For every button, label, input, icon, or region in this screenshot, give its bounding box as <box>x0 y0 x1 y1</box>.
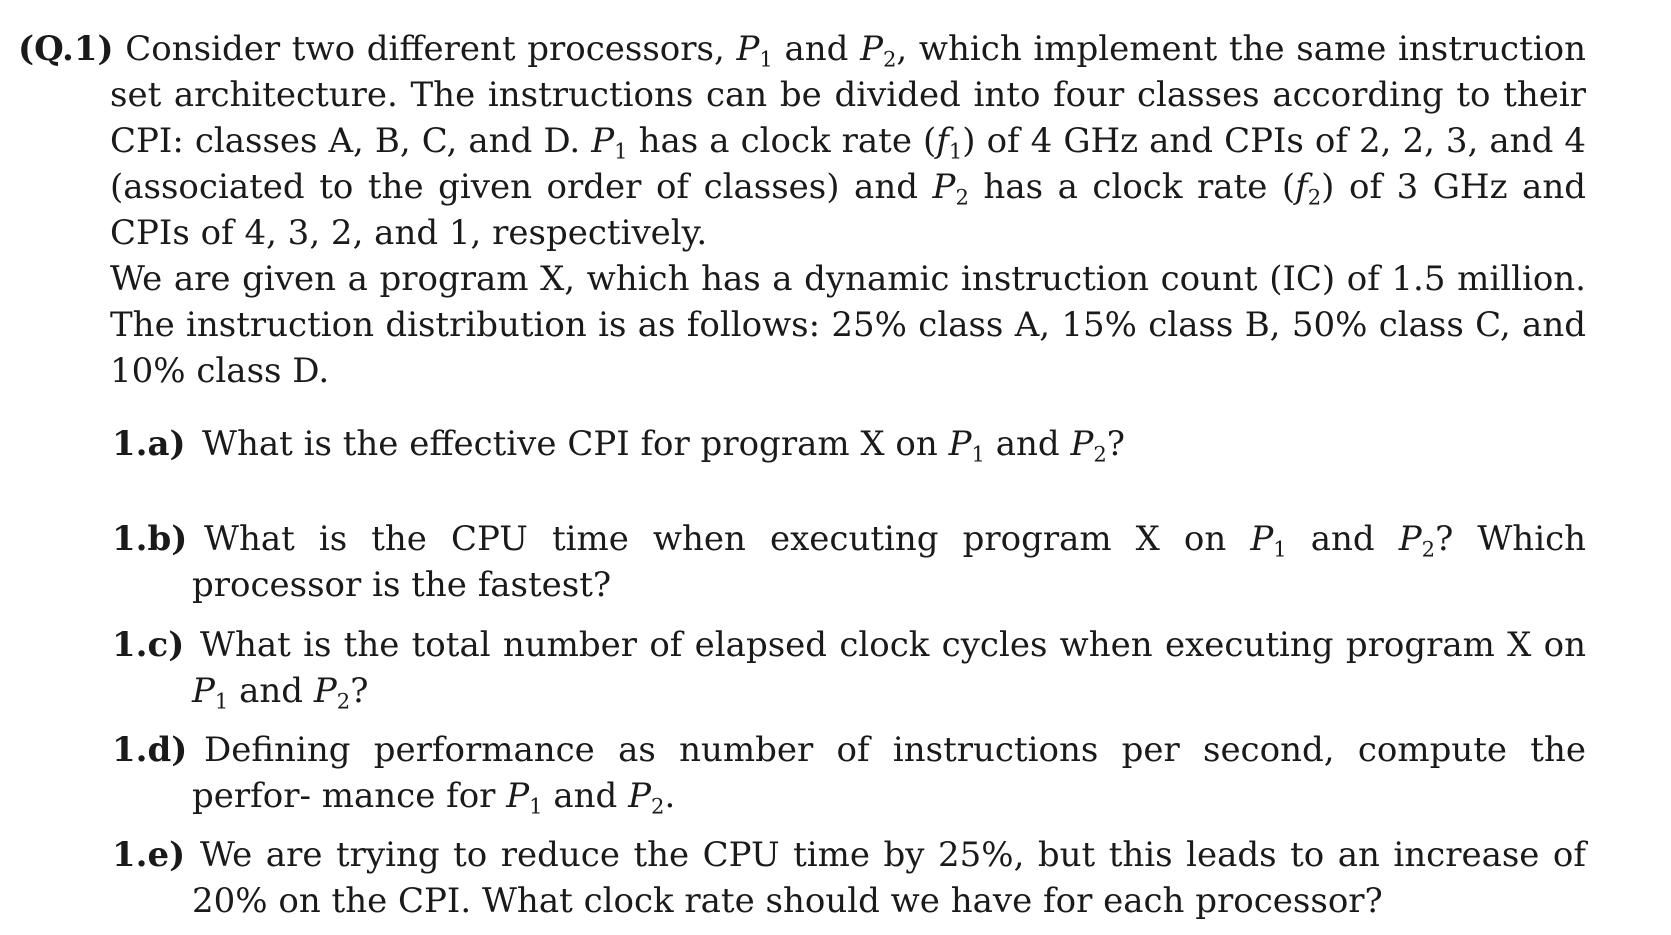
p2-symbol: $P_2$ <box>860 29 897 72</box>
part-e-label: 1.e) <box>112 835 186 875</box>
p2-symbol-a: $P_2$ <box>1070 424 1107 467</box>
p1-symbol-2: $P_1$ <box>591 121 628 164</box>
part-d-text: Defining performance as number of instructions per second, compute the perfor- mance for $P_1$ and $P_2$. <box>192 730 1586 819</box>
f2-symbol: $f_2$ <box>1295 167 1322 210</box>
question-label: (Q.1) <box>18 29 114 69</box>
intro-e: ) of 3 GHz and CPIs of 4, 3, 2, and 1, respectively. <box>110 167 1586 253</box>
p2-symbol-2: $P_2$ <box>932 167 969 210</box>
intro-b: has a clock rate ( <box>638 121 937 161</box>
p2-symbol-d: $P_2$ <box>628 776 665 819</box>
question-intro <box>18 26 1587 256</box>
intro-c: ) of 4 GHz and CPIs of 2, 2, 3, and 4 (associated to the given order of classes) and <box>110 121 1587 207</box>
part-b-label: 1.b) <box>112 519 188 559</box>
p2-symbol-b: $P_2$ <box>1398 519 1436 562</box>
p1-symbol-b: $P_1$ <box>1250 519 1287 562</box>
program-paragraph: We are given a program X, which has a dynamic instruction count (IC) of 1.5 million. The instruction distribution is as follows: 25% class A, 15% class B, 50% class C, and 10% class D. <box>110 259 1586 391</box>
part-a-text: What is the effective CPI for program X on $P_1$ and $P_2$? <box>202 424 1125 467</box>
intro-d: has a clock rate ( <box>983 167 1296 207</box>
part-d-label: 1.d) <box>112 730 188 770</box>
p1-symbol: $P_1$ <box>736 29 773 72</box>
part-c-text: What is the total number of elapsed clock cycles when executing program X on $P_1$ and $P_2$? <box>192 625 1586 714</box>
p1-symbol-d: $P_1$ <box>506 776 543 819</box>
part-a-label: 1.a) <box>112 424 186 464</box>
part-e-text: We are trying to reduce the CPU time by 25%, but this leads to an increase of 20% on the CPI. What clock rate should we have for each processor? <box>192 835 1586 921</box>
part-c-label: 1.c) <box>112 625 185 665</box>
p1-symbol-c: $P_1$ <box>192 671 229 714</box>
p1-symbol-a: $P_1$ <box>948 424 985 467</box>
part-b-text: What is the CPU time when executing program X on $P_1$ and $P_2$? Which processor is the fastest? <box>192 519 1587 605</box>
intro-a: , which implement the same instruction set architecture. The instructions can be divided into four classes according to their CPI: classes A, B, C, and D. <box>110 29 1586 161</box>
p2-symbol-c: $P_2$ <box>313 671 351 714</box>
intro-and: and <box>784 29 849 69</box>
f1-symbol: $f_1$ <box>936 121 963 164</box>
intro-lead: Consider two different processors, <box>125 29 725 69</box>
